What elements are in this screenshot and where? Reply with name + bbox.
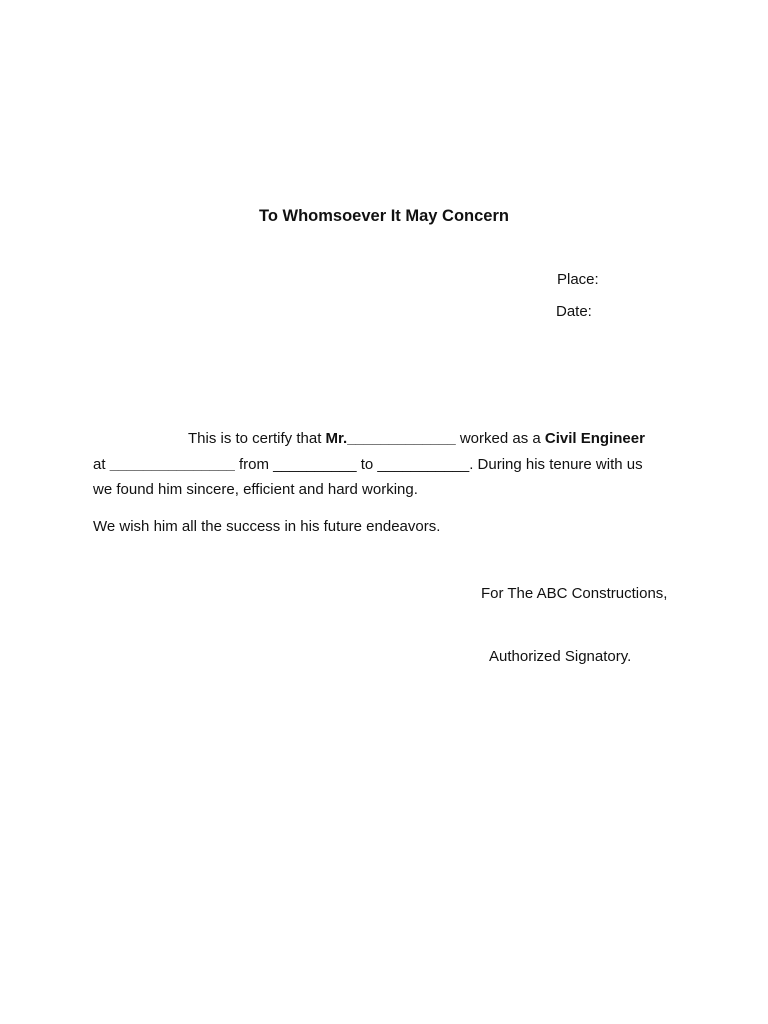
at-text: at <box>93 456 110 473</box>
job-title: Civil Engineer <box>544 430 645 447</box>
certify-text: This is to certify that <box>188 430 326 447</box>
employee-name-blank: Mr._____________ <box>325 430 456 447</box>
date-label: Date: <box>556 303 592 320</box>
certify-line-1 <box>188 426 645 451</box>
tenure-text: from __________ to ___________. During his tenure with us <box>234 456 643 473</box>
authorized-signatory: Authorized Signatory. <box>489 648 632 665</box>
place-label: Place: <box>557 271 599 288</box>
wishes-paragraph: We wish him all the success in his future endeavors. <box>93 518 441 535</box>
worked-as-text: worked as a <box>455 430 545 447</box>
company-blank: _______________ <box>109 456 235 473</box>
certify-line-2 <box>93 452 643 477</box>
letter-title: To Whomsoever It May Concern <box>259 207 509 225</box>
closing-company: For The ABC Constructions, <box>481 585 668 602</box>
certify-line-3: we found him sincere, efficient and hard working. <box>93 481 418 498</box>
